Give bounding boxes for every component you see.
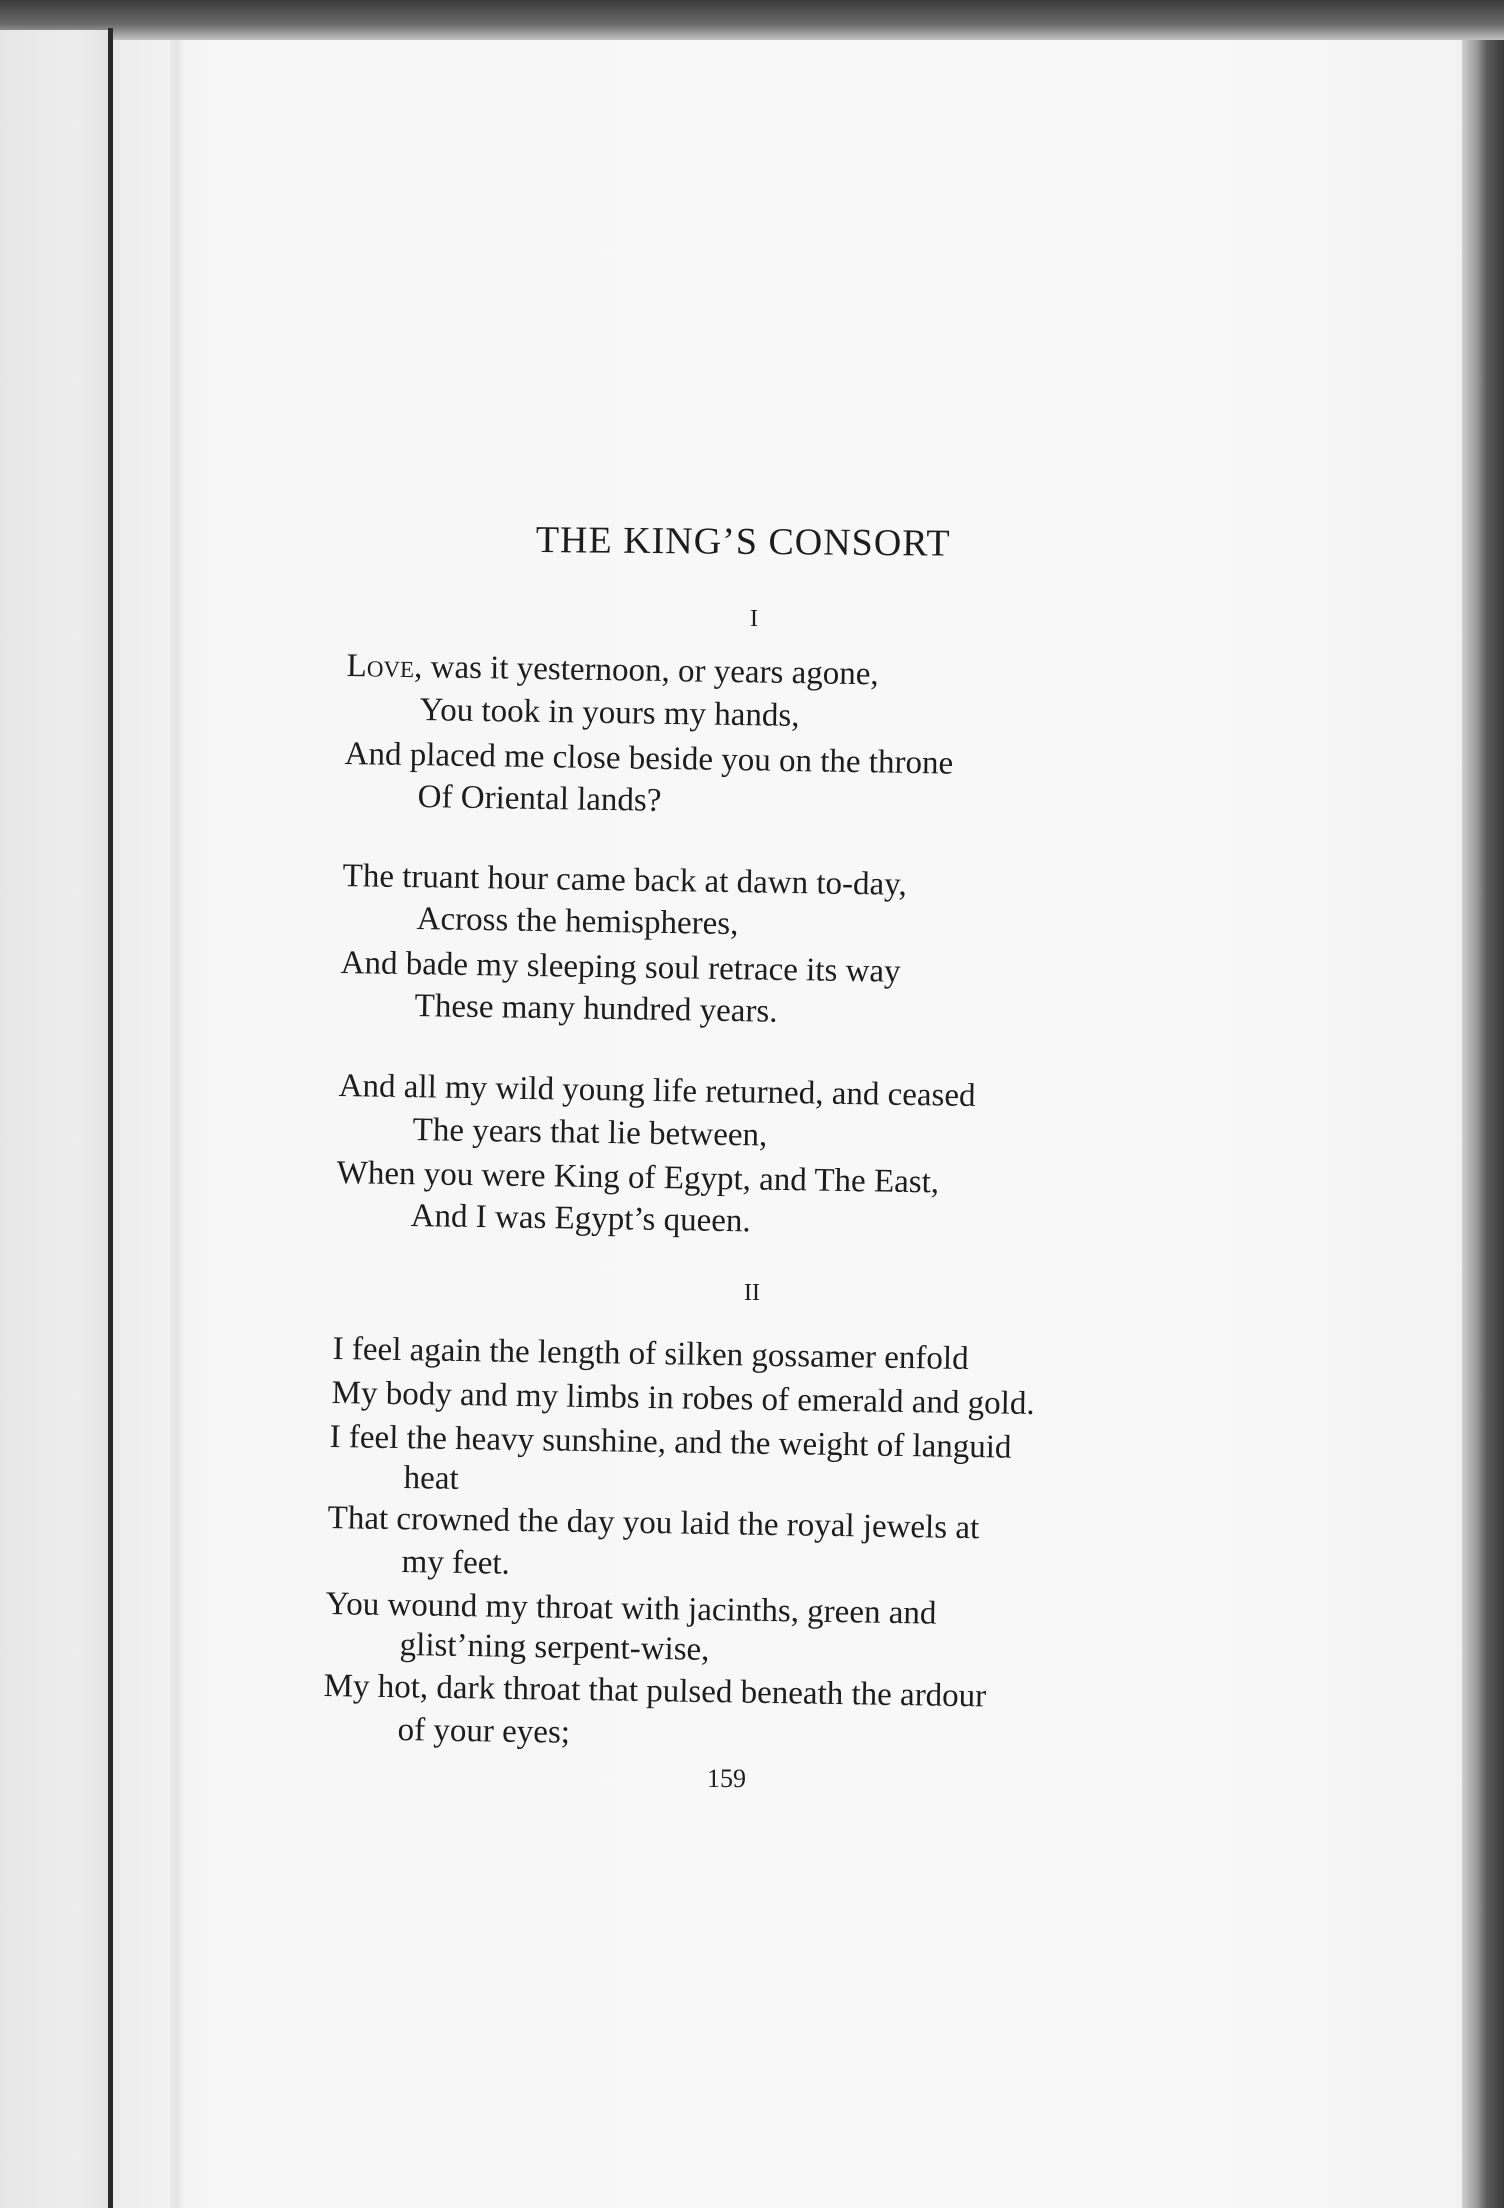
section-two-line-3: I feel the heavy sunshine, and the weight of languid [329, 1419, 1012, 1466]
stanza-one-line-1 [346, 648, 879, 693]
stanza-three-line-3: When you were King of Egypt, and The East, [336, 1155, 940, 1201]
stanza-one-line-4: Of Oriental lands? [417, 779, 662, 819]
section-two-line-2: My body and my limbs in robes of emerald and gold. [331, 1375, 1035, 1423]
section-two-line-3-continued: heat [403, 1460, 459, 1497]
line-text: , was it yesternoon, or years agone, [413, 649, 879, 693]
section-numeral-two: II [744, 1280, 760, 1306]
stanza-three-line-4: And I was Egypt’s queen. [410, 1198, 751, 1240]
poem-title: THE KING’S CONSORT [535, 518, 951, 565]
section-two-line-5: You wound my throat with jacinths, green and [325, 1586, 937, 1632]
section-two-line-6: My hot, dark throat that pulsed beneath the ardour [323, 1668, 987, 1715]
stanza-two-line-1: The truant hour came back at dawn to-day, [342, 858, 908, 903]
stanza-two-line-4: These many hundred years. [414, 988, 778, 1030]
stanza-one-line-3: And placed me close beside you on the throne [344, 736, 954, 782]
drop-word: Love [346, 648, 415, 686]
section-two-line-6-continued: of your eyes; [397, 1712, 571, 1751]
section-two-line-4-continued: my feet. [401, 1544, 511, 1582]
stanza-two-line-3: And bade my sleeping soul retrace its way [340, 945, 901, 990]
stanza-two-line-2: Across the hemispheres, [416, 901, 739, 943]
section-two-line-1: I feel again the length of silken gossamer enfold [332, 1331, 969, 1377]
page-number: 159 [707, 1764, 746, 1793]
stanza-one-line-2: You took in yours my hands, [419, 692, 800, 734]
section-two-line-4: That crowned the day you laid the royal jewels at [327, 1500, 980, 1547]
section-two-line-5-continued: glist’ning serpent-wise, [399, 1627, 710, 1668]
section-numeral-one: I [750, 606, 758, 632]
stanza-three-line-1: And all my wild young life returned, and ceased [338, 1068, 976, 1114]
stanza-three-line-2: The years that lie between, [412, 1112, 768, 1154]
